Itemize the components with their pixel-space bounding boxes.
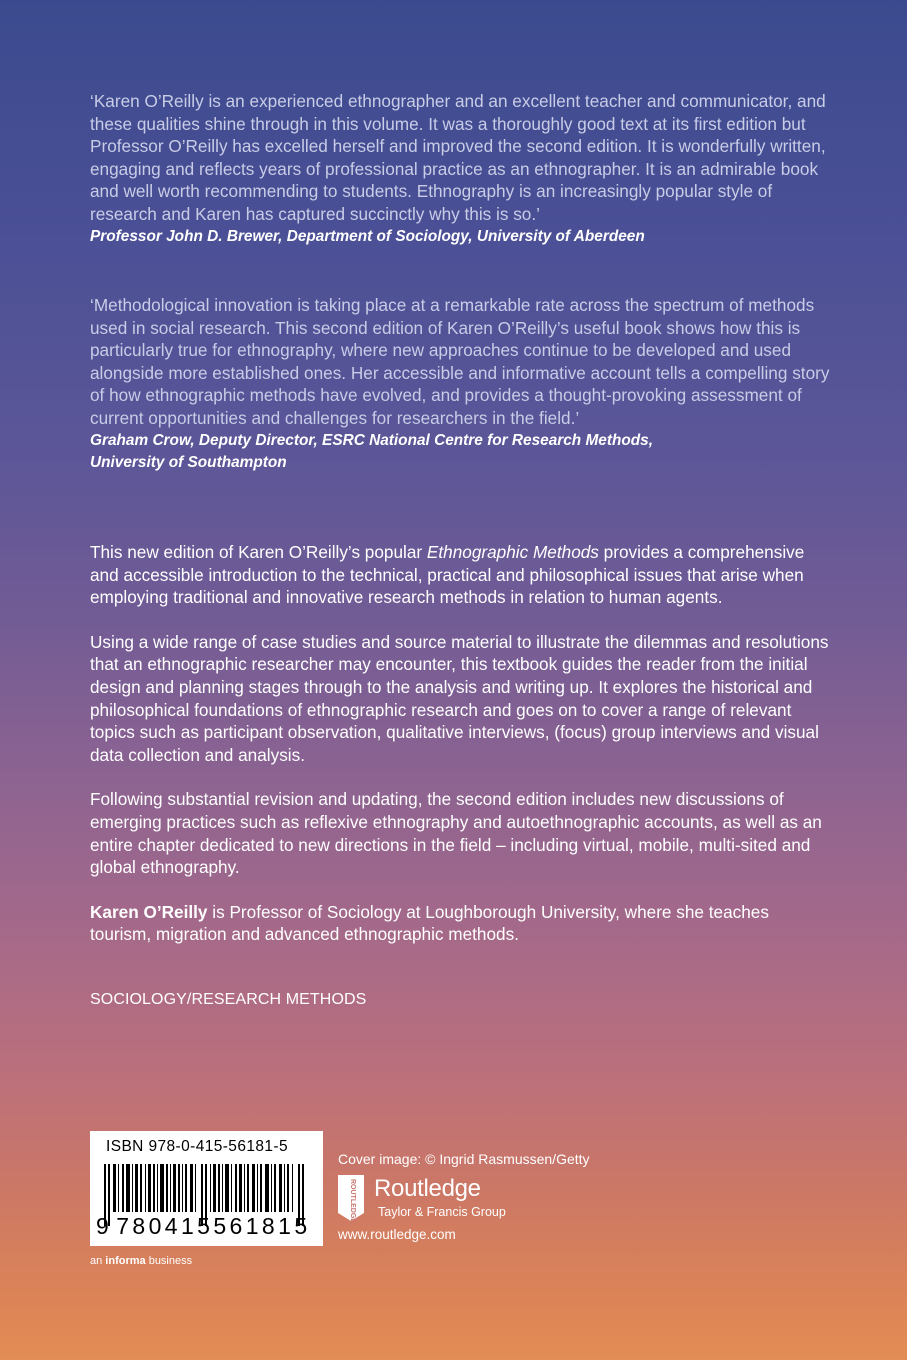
publisher-group: Taylor & Francis Group (378, 1205, 506, 1219)
book-title-italic: Ethnographic Methods (426, 542, 599, 562)
barcode-digits-group2: 561815 (213, 1213, 311, 1239)
author-name: Karen O’Reilly (90, 901, 208, 922)
endorsement-1-text: ‘Karen O’Reilly is an experienced ethnographer and an excellent teacher and communicator, and these qualities shine through in this volume. It was a thoroughly good text at its first edition but Professor O’Reilly has excelled herself and improved the second edition. It is wonderfully written, engaging and reflects years of professional practice as an ethnographer. It is an admirable book and well worth recommending to students. Ethnography is an increasingly popular style of research and Karen has captured succinctly why this is so.’ (90, 91, 826, 224)
endorsement-2-text: ‘Methodological innovation is taking place at a remarkable rate across the spectrum of methods used in social research. This second edition of Karen O’Reilly’s useful book shows how this is particularly true for ethnography, where new approaches continue to be developed and used alongside more established ones. Her accessible and informative account tells a compelling story of how ethnographic methods have evolved, and provides a thought-provoking assessment of current opportunities and challenges for researchers in the field.’ (90, 295, 830, 428)
publisher-url[interactable]: www.routledge.com (338, 1227, 456, 1242)
endorsement-2-attribution-line2: University of Southampton (90, 454, 287, 472)
description-paragraph-1 (90, 541, 830, 609)
publisher-name: Routledge (374, 1175, 481, 1202)
author-bio (90, 901, 830, 946)
author-bio-text: is Professor of Sociology at Loughborough University, where she teaches tourism, migration and advanced ethnographic methods. (90, 901, 769, 945)
barcode-digit-lead: 9 (96, 1213, 113, 1239)
book-description (90, 541, 830, 1034)
informa-tagline (90, 1255, 192, 1267)
routledge-logo-icon (336, 1173, 366, 1223)
endorsement-2 (90, 294, 830, 475)
routledge-logo-text: ROUTLEDGE (349, 1179, 356, 1223)
description-paragraph-3: Following substantial revision and updating, the second edition includes new discussions of emerging practices such as reflexive ethnography and autoethnographic accounts, as well as an entire chapter dedicated to new directions in the field – including virtual, mobile, multi-sited and global ethnography. (90, 789, 822, 878)
informa-suffix: business (145, 1255, 193, 1267)
cover-image-credit: Cover image: © Ingrid Rasmussen/Getty (338, 1151, 590, 1167)
endorsement-1 (90, 90, 830, 248)
isbn-label: ISBN 978-0-415-56181-5 (106, 1138, 288, 1155)
isbn-barcode (90, 1131, 323, 1246)
informa-prefix: an (90, 1255, 106, 1267)
informa-brand: informa (105, 1255, 146, 1267)
barcode-digits-group1: 780415 (116, 1213, 214, 1239)
endorsement-2-attribution-line1: Graham Crow, Deputy Director, ESRC National Centre for Research Methods, (90, 431, 654, 449)
description-p1-after: provides a comprehensive and accessible introduction to the technical, practical and philosophical issues that arise when employing traditional and innovative research methods in relation to human agents. (90, 542, 805, 608)
description-p1-before: This new edition of Karen O’Reilly’s popular (90, 542, 427, 562)
endorsement-1-attribution: Professor John D. Brewer, Department of Sociology, University of Aberdeen (90, 227, 645, 245)
barcode-digits (96, 1213, 318, 1240)
description-paragraph-2: Using a wide range of case studies and source material to illustrate the dilemmas and resolutions that an ethnographic researcher may encounter, this textbook guides the reader from the initial design and planning stages through to the analysis and writing up. It explores the historical and philosophical foundations of ethnographic research and goes on to cover a range of relevant topics such as participant observation, qualitative interviews, (focus) group interviews and visual data collection and analysis. (90, 631, 829, 765)
subject-category: SOCIOLOGY/RESEARCH METHODS (90, 990, 367, 1008)
